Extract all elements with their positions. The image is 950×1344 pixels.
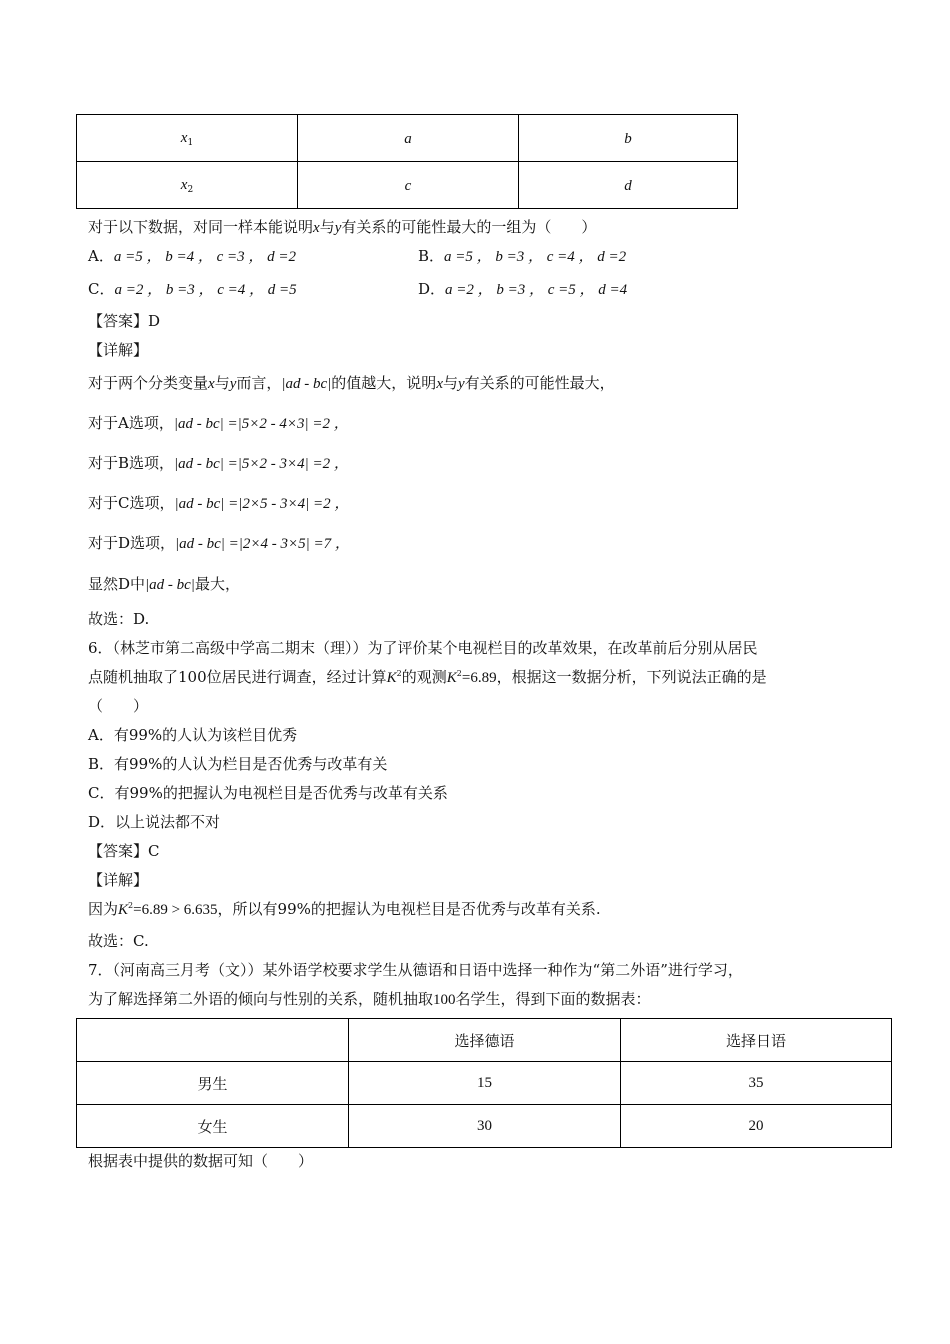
- detail-label: 【详解】: [88, 341, 149, 359]
- superscript: 2: [456, 669, 462, 678]
- option-a: A．有99%的人认为该栏目优秀: [88, 726, 298, 744]
- table-cell: [519, 162, 738, 209]
- cell-value: a: [404, 130, 412, 147]
- table-cell: [519, 115, 738, 162]
- explanation-line-c: [88, 492, 349, 513]
- answer-label: 【答案】D: [88, 312, 161, 330]
- var-k: K: [118, 902, 129, 918]
- text: 的值越大，说明: [331, 374, 437, 392]
- text: ，所以有99%的把握认为电视栏目是否优秀与改革有关系.: [217, 900, 601, 918]
- superscript: 2: [128, 901, 134, 910]
- question-6-stem-line2: [88, 666, 767, 687]
- cell-value: 20: [621, 1105, 892, 1148]
- header-cell: 选择日语: [621, 1019, 892, 1062]
- cell-value: b: [624, 130, 632, 147]
- question-stem: [88, 216, 596, 237]
- math-expression: |ad - bc| =|5×2 - 4×3| =2 ，: [173, 416, 349, 432]
- text: 与: [214, 374, 230, 392]
- cell-value: c: [404, 177, 412, 194]
- option-text: a =2 ， b =3 ， c =5 ， d =4: [445, 282, 628, 298]
- math-value: =6.89: [461, 670, 497, 686]
- option-b: [418, 245, 626, 266]
- option-text: a =2 ， b =3 ， c =4 ， d =5: [114, 282, 297, 298]
- text: 对于以下数据，对同一样本能说明: [88, 218, 314, 236]
- var: x: [208, 376, 215, 392]
- question-7-follow: 根据表中提供的数据可知（ ）: [88, 1152, 314, 1170]
- option-letter: A．: [88, 247, 114, 265]
- var-k: K: [446, 670, 457, 686]
- text: 对于A选项，: [88, 414, 174, 432]
- text: ，根据这一数据分析，下列说法正确的是: [496, 668, 767, 686]
- conclusion: 故选：C.: [88, 932, 149, 950]
- header-cell: [77, 1019, 349, 1062]
- number: 100: [433, 992, 456, 1008]
- option-d: [418, 278, 627, 299]
- math-expression: |ad - bc| =|2×5 - 3×4| =2 ，: [174, 496, 350, 512]
- math-expression: |ad - bc|: [281, 376, 332, 392]
- math-value: =6.89 > 6.635: [133, 902, 218, 918]
- text: 对于D选项，: [88, 534, 176, 552]
- math-expression: |ad - bc| =|2×4 - 3×5| =7 ，: [175, 536, 350, 552]
- math-expression: |ad - bc|: [145, 577, 195, 593]
- question-7-stem: 7．（河南高三月考（文））某外语学校要求学生从德语和日语中选择一种作为“第二外语”进行学习，: [88, 961, 743, 979]
- text: 为了解选择第二外语的倾向与性别的关系，随机抽取: [88, 990, 434, 1008]
- question-6-stem: 6．（林芝市第二高级中学高二期末（理））为了评价某个电视栏目的改革效果，在改革前后分别从居民: [88, 639, 758, 657]
- table-cell: [298, 115, 519, 162]
- table-cell: [77, 115, 298, 162]
- conclusion: 故选：D.: [88, 610, 150, 628]
- var: y: [334, 220, 342, 236]
- option-text: a =5 ， b =3 ， c =4 ， d =2: [444, 249, 627, 265]
- text: 因为: [88, 900, 119, 918]
- option-letter: D．: [418, 280, 446, 298]
- var-x1: x: [180, 130, 188, 146]
- var-x2: x: [180, 177, 188, 193]
- explanation-line: [88, 898, 601, 919]
- question-7-stem-line2: [88, 988, 651, 1009]
- text: 与: [319, 218, 335, 236]
- table-row: [77, 115, 738, 162]
- text: 对于C选项，: [88, 494, 175, 512]
- superscript: 2: [396, 669, 402, 678]
- var-k: K: [386, 670, 397, 686]
- text: 显然D中: [88, 575, 146, 593]
- answer-label: 【答案】C: [88, 842, 160, 860]
- data-table-2: [76, 1018, 892, 1148]
- option-c: C．有99%的把握认为电视栏目是否优秀与改革有关系: [88, 784, 448, 802]
- text: 有关系的可能性最大，: [464, 374, 615, 392]
- explanation-line-b: [88, 452, 349, 473]
- option-letter: C．: [88, 280, 115, 298]
- var: x: [436, 376, 443, 392]
- option-text: a =5 ， b =4 ， c =3 ， d =2: [113, 249, 296, 265]
- question-6-stem-line3: （ ）: [88, 697, 149, 715]
- table-cell: [77, 162, 298, 209]
- subscript: 1: [187, 138, 194, 148]
- subscript: 2: [187, 185, 194, 195]
- table-row: [77, 1062, 892, 1105]
- data-table-1: [76, 114, 738, 209]
- option-a: [88, 245, 296, 266]
- option-b: B．有99%的人认为栏目是否优秀与改革有关: [88, 755, 388, 773]
- text: 点随机抽取了100位居民进行调查，经过计算: [88, 668, 387, 686]
- option-c: [88, 278, 297, 299]
- option-letter: B．: [418, 247, 445, 265]
- explanation-line-a: [88, 412, 349, 433]
- var: y: [458, 376, 465, 392]
- text: 有关系的可能性最大的一组为（ ）: [341, 218, 597, 236]
- text: 与: [442, 374, 458, 392]
- table-row: [77, 1105, 892, 1148]
- table-row: [77, 162, 738, 209]
- header-cell: 选择德语: [349, 1019, 621, 1062]
- table-header-row: [77, 1019, 892, 1062]
- cell-value: d: [624, 177, 632, 194]
- cell-value: 30: [349, 1105, 621, 1148]
- option-d: D．以上说法都不对: [88, 813, 221, 831]
- text: 对于两个分类变量: [88, 374, 209, 392]
- row-label: 男生: [77, 1062, 349, 1105]
- explanation-line-d: [88, 532, 350, 553]
- cell-value: 15: [349, 1062, 621, 1105]
- explanation-line: [88, 372, 615, 393]
- math-expression: |ad - bc| =|5×2 - 3×4| =2 ，: [174, 456, 349, 472]
- explanation-obvious: [88, 573, 240, 594]
- var: y: [229, 376, 237, 392]
- text: 最大，: [194, 575, 240, 593]
- text: 对于B选项，: [88, 454, 175, 472]
- cell-value: 35: [621, 1062, 892, 1105]
- text: 的观测: [401, 668, 447, 686]
- row-label: 女生: [77, 1105, 349, 1148]
- text: 名学生，得到下面的数据表：: [455, 990, 651, 1008]
- var: x: [313, 220, 320, 236]
- table-cell: [298, 162, 519, 209]
- text: 而言，: [236, 374, 282, 392]
- detail-label: 【详解】: [88, 871, 149, 889]
